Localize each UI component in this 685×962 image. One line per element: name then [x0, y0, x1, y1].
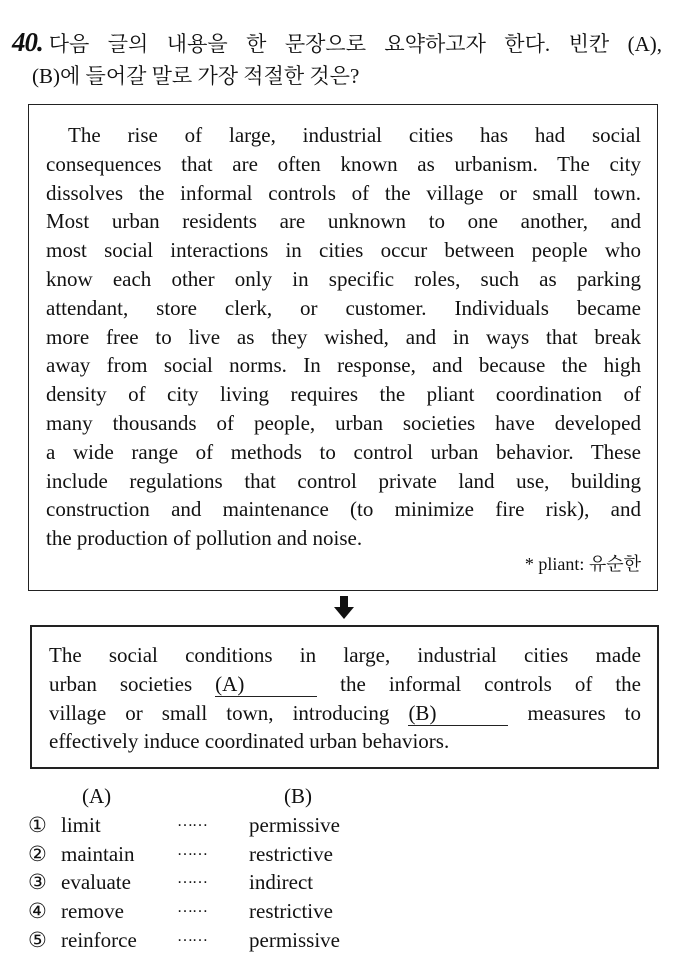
footnote: * pliant: 유순한	[524, 554, 641, 574]
option-b: restrictive	[249, 841, 333, 866]
question-number: 40.	[12, 27, 43, 57]
option-a: maintain	[61, 841, 135, 866]
option-dots: ……	[177, 870, 207, 888]
summary-line: The social conditions in large, industrial cities made	[49, 643, 641, 667]
down-arrow-icon	[334, 596, 354, 620]
option-b: restrictive	[249, 899, 333, 924]
option-a: remove	[61, 899, 124, 924]
options-header	[28, 782, 428, 811]
option-num: ③	[28, 870, 47, 895]
passage-line: away from social norms. In response, and because the high	[46, 353, 641, 378]
option-1[interactable]	[28, 811, 428, 840]
header-b: (B)	[284, 784, 312, 808]
option-a: reinforce	[61, 927, 137, 952]
passage-line: dissolves the informal controls of the village or small town.	[46, 180, 641, 205]
option-a: evaluate	[61, 870, 131, 895]
option-num: ②	[28, 841, 47, 866]
passage-line: know each other only in specific roles, such as parking	[46, 266, 641, 291]
question-line-1: 40. 다음 글의 내용을 한 문장으로 요약하고자 한다. 빈칸 (A),	[12, 27, 662, 57]
passage-line: attendant, store clerk, or customer. Individuals became	[46, 295, 641, 320]
summary-box	[30, 625, 659, 769]
blank-b: (B)	[408, 701, 508, 726]
header-a: (A)	[82, 784, 112, 808]
option-b: indirect	[249, 870, 314, 895]
summary-line: effectively induce coordinated urban behaviors.	[49, 729, 450, 754]
option-4[interactable]	[28, 897, 428, 926]
option-num: ①	[28, 812, 47, 837]
question-line-2: (B)에 들어갈 말로 가장 적절한 것은?	[32, 64, 360, 88]
answer-options	[28, 782, 428, 955]
passage-line: consequences that are often known as urbanism. The city	[46, 151, 641, 176]
passage-line: many thousands of people, urban societies have developed	[46, 410, 641, 435]
option-dots: ……	[177, 812, 207, 830]
passage-line: The rise of large, industrial cities has had social	[68, 123, 641, 147]
option-2[interactable]	[28, 840, 428, 869]
blank-a: (A)	[215, 672, 317, 697]
option-num: ⑤	[28, 927, 47, 952]
option-dots: ……	[177, 899, 207, 917]
passage-line: Most urban residents are unknown to one another, and	[46, 209, 641, 234]
passage-line: more free to live as they wished, and in ways that break	[46, 324, 641, 349]
summary-line: village or small town, introducing (B) measures to	[49, 700, 641, 725]
passage-box	[28, 104, 658, 591]
passage-line: a wide range of methods to control urban behavior. These	[46, 439, 641, 464]
option-num: ④	[28, 899, 47, 924]
passage-line: include regulations that control private land use, building	[46, 468, 641, 493]
option-b: permissive	[249, 812, 340, 837]
passage-line: density of city living requires the pliant coordination of	[46, 382, 641, 407]
passage-line: the production of pollution and noise.	[46, 526, 363, 551]
passage-line: construction and maintenance (to minimize fire risk), and	[46, 497, 641, 522]
option-a: limit	[61, 812, 101, 837]
option-dots: ……	[177, 927, 207, 945]
option-3[interactable]	[28, 868, 428, 897]
option-dots: ……	[177, 841, 207, 859]
question-stem	[12, 26, 662, 92]
passage-line: most social interactions in cities occur between people who	[46, 238, 641, 263]
option-b: permissive	[249, 927, 340, 952]
option-5[interactable]	[28, 926, 428, 955]
summary-line: urban societies (A) the informal controls of the	[49, 671, 641, 696]
